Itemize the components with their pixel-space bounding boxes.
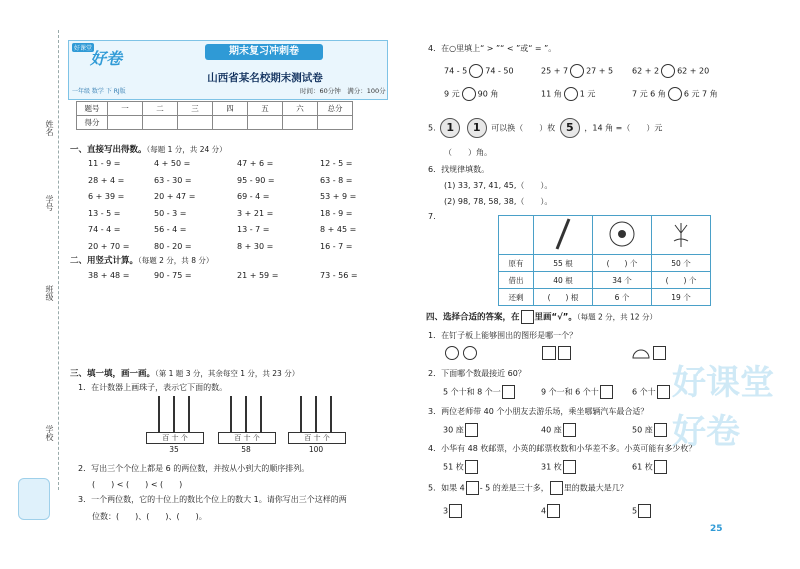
s4-q4: 4．小华有 48 枚邮票，小英的邮票枚数和小华差不多。小英可能有多少枚？ xyxy=(428,444,697,453)
option-label: 9 个一和 6 个十 xyxy=(541,387,599,397)
comparison-right: 6 元 7 角 xyxy=(683,89,718,99)
watermark-logo: 好课堂 好卷 xyxy=(672,363,774,452)
q6-item-2[interactable]: (2) 98, 78, 58, 38,（ ）。 xyxy=(444,197,553,206)
section4-note: （每题 2 分，共 12 分） xyxy=(576,312,657,322)
section2-heading xyxy=(70,254,213,266)
abacus-value: 100 xyxy=(308,445,324,454)
s4-q3: 3．两位老师带 40 个小朋友去游乐场，乘坐哪辆汽车最合适？ xyxy=(428,407,649,416)
score-input-cell[interactable] xyxy=(283,116,318,130)
answer-box[interactable] xyxy=(563,423,576,437)
s4-q2-option xyxy=(632,385,671,399)
score-input-cell[interactable] xyxy=(178,116,213,130)
q7-label: 7. xyxy=(428,212,436,221)
option-label: 30 座 xyxy=(443,425,464,435)
comparison-right: 1 元 xyxy=(579,89,596,99)
comparison-left: 11 角 xyxy=(541,89,562,99)
score-input-cell[interactable] xyxy=(248,116,283,130)
abacus-35[interactable] xyxy=(146,396,202,456)
section1-title: 一、直接写出得数。 xyxy=(70,145,147,155)
s3-q2: 2．写出三个个位上都是 6 的两位数，并按从小到大的顺序排列。 xyxy=(78,464,310,473)
comparison-item xyxy=(444,64,514,78)
oral-calc-item: 28 + 4 = xyxy=(88,175,125,185)
oral-calc-item: 50 - 3 = xyxy=(154,208,187,218)
answer-box[interactable] xyxy=(638,504,651,518)
vertical-calc-item: 21 + 59 = xyxy=(237,271,279,280)
name-label: 姓名 xyxy=(45,120,54,136)
oral-calc-item: 20 + 70 = xyxy=(88,241,130,251)
q7-cell: 原有 xyxy=(499,255,534,272)
q7-corner-cell xyxy=(499,216,534,255)
oral-calc-item: 16 - 7 = xyxy=(320,241,353,251)
oral-calc-item: 95 - 90 = xyxy=(237,175,275,185)
q6-prompt: 6．找规律填数。 xyxy=(428,165,490,174)
q6-item-1[interactable]: (1) 33, 37, 41, 45,（ ）。 xyxy=(444,181,553,190)
section4-title-tail: 里画“√”。 xyxy=(534,312,577,323)
option-label: 61 枚 xyxy=(632,462,653,472)
q7-cell: 34 个 xyxy=(593,272,652,289)
oral-calc-item: 69 - 4 = xyxy=(237,192,270,201)
oral-calc-item: 20 + 47 = xyxy=(154,192,196,201)
oral-calc-item: 63 - 8 = xyxy=(320,175,353,185)
vertical-calc-item: 73 - 56 = xyxy=(320,271,358,280)
s4-q4-option xyxy=(443,460,479,474)
q7-row-lent xyxy=(499,272,711,289)
exam-banner: 期末复习冲刺卷 xyxy=(205,44,323,60)
oral-calc-item: 6 + 39 = xyxy=(88,192,125,201)
s4-q5-tail: 里的数最大是几？ xyxy=(563,483,628,493)
comparison-item xyxy=(444,87,498,101)
comparison-right: 74 - 50 xyxy=(485,66,514,76)
section1-note: （每题 1 分，共 24 分） xyxy=(146,145,227,154)
oral-calc-item: 3 + 21 = xyxy=(237,208,274,218)
s4-q5-option xyxy=(443,504,463,518)
ball-icon xyxy=(593,216,652,255)
q7-cell: 6 个 xyxy=(593,289,652,306)
option-label: 4 xyxy=(541,506,547,516)
oral-calc-item: 18 - 9 = xyxy=(320,208,353,218)
q4-prompt: 4．在○里填上“ > ”“ < ”或“ = ”。 xyxy=(428,44,557,53)
mascot-badge xyxy=(18,478,50,520)
score-cell: 四 xyxy=(213,102,248,116)
compare-circle[interactable] xyxy=(661,64,675,78)
circle-shape-icon xyxy=(445,346,459,360)
answer-box[interactable] xyxy=(547,504,560,518)
option-label: 40 座 xyxy=(541,425,562,435)
oral-calc-item: 12 - 5 = xyxy=(320,159,353,168)
answer-box[interactable] xyxy=(653,346,666,360)
abacus-value: 35 xyxy=(169,445,179,454)
semicircle-shape-icon xyxy=(632,347,650,359)
s4-q5-option xyxy=(632,504,652,518)
comparison-left: 74 - 5 xyxy=(444,66,468,76)
q5-tail[interactable]: ，14 角 =（ ）元 xyxy=(584,123,663,133)
q5-text[interactable]: 可以换（ ）枚 xyxy=(491,123,556,133)
abacus-places: 百 十 个 xyxy=(218,432,276,444)
brand-logo: 好卷 xyxy=(90,49,123,68)
q5-cont[interactable]: （ ）角。 xyxy=(444,148,492,157)
abacus-58[interactable] xyxy=(218,396,274,456)
coin-1-yuan-icon: 1 xyxy=(467,118,487,138)
s4-q4-option xyxy=(632,460,668,474)
answer-box[interactable] xyxy=(654,460,667,474)
s4-q2-option xyxy=(443,385,516,399)
section4-heading xyxy=(426,310,657,324)
oral-calc-item: 53 + 9 = xyxy=(320,192,357,201)
compare-circle[interactable] xyxy=(469,64,483,78)
grade-subtag: 一年级 数学 下 RJ版 xyxy=(72,88,126,95)
class-label: 班级 xyxy=(45,285,54,301)
exam-title: 山西省某名校期末测试卷 xyxy=(207,72,323,84)
s4-q3-option xyxy=(632,423,668,437)
answer-box[interactable] xyxy=(502,385,515,399)
section2-note: （每题 2 分，共 8 分） xyxy=(138,256,214,265)
q7-row-original xyxy=(499,255,711,272)
s4-q5 xyxy=(428,481,628,495)
score-table-score-row xyxy=(77,116,353,130)
answer-box[interactable] xyxy=(563,460,576,474)
oral-calc-item: 4 + 50 = xyxy=(154,159,191,168)
school-label: 学校 xyxy=(45,425,54,441)
comparison-item xyxy=(632,64,709,78)
s4-q5-text: 5．如果 4 xyxy=(428,483,465,493)
compare-circle[interactable] xyxy=(462,87,476,101)
compare-circle[interactable] xyxy=(570,64,584,78)
circle-shape-icon xyxy=(463,346,477,360)
s4-q1-option-a xyxy=(443,346,479,360)
digit-box[interactable] xyxy=(466,481,479,495)
compare-circle[interactable] xyxy=(668,87,682,101)
q7-image-row xyxy=(499,216,711,255)
abacus-100[interactable] xyxy=(288,396,344,456)
s4-q2: 2．下面哪个数最接近 60？ xyxy=(428,369,526,378)
oral-calc-item: 56 - 4 = xyxy=(154,225,187,234)
comparison-left: 7 元 6 角 xyxy=(632,89,666,99)
score-table-header-row xyxy=(77,102,353,116)
oral-calc-item: 11 - 9 = xyxy=(88,159,121,168)
answer-box[interactable] xyxy=(657,385,670,399)
option-label: 6 个十 xyxy=(632,387,656,397)
oral-calc-item: 80 - 20 = xyxy=(154,241,192,251)
s4-q5-mid: - 5 的差是三十多， xyxy=(479,483,549,493)
comparison-right: 27 + 5 xyxy=(586,66,614,76)
binding-line xyxy=(58,30,59,490)
comparison-item xyxy=(632,87,718,101)
score-input-cell[interactable] xyxy=(318,116,353,130)
score-cell: 二 xyxy=(143,102,178,116)
exam-meta: 时间：60分钟 满分：100分 xyxy=(300,87,386,95)
oral-calc-item: 8 + 45 = xyxy=(320,225,357,234)
oral-calc-item: 74 - 4 = xyxy=(88,225,121,234)
comparison-item xyxy=(541,64,613,78)
q7-cell: 50 个 xyxy=(652,255,711,272)
section1-heading xyxy=(70,143,227,155)
coin-1-yuan-icon: 1 xyxy=(440,118,460,138)
score-input-cell[interactable] xyxy=(143,116,178,130)
option-label: 51 枚 xyxy=(443,462,464,472)
q7-cell: 还剩 xyxy=(499,289,534,306)
square-shape-icon xyxy=(542,346,556,360)
option-label: 3 xyxy=(443,506,449,516)
score-cell: 总分 xyxy=(318,102,353,116)
section3-heading xyxy=(70,367,299,379)
answer-box[interactable] xyxy=(600,385,613,399)
score-input-cell[interactable] xyxy=(108,116,143,130)
section2-title: 二、用竖式计算。 xyxy=(70,256,139,266)
flower-icon xyxy=(652,216,711,255)
s3-q3: 3．一个两位数，它的十位上的数比个位上的数大 1。请你写出三个这样的两 xyxy=(78,495,347,504)
checkbox-icon xyxy=(521,310,534,324)
comparison-left: 25 + 7 xyxy=(541,66,569,76)
s4-q3-option xyxy=(443,423,479,437)
oral-calc-item: 47 + 6 = xyxy=(237,159,274,168)
q7-cell: 40 根 xyxy=(534,272,593,289)
s4-q3-option xyxy=(541,423,577,437)
s4-q1: 1．在钉子板上能够围出的图形是哪一个？ xyxy=(428,331,578,340)
score-cell: 题号 xyxy=(77,102,108,116)
score-table xyxy=(76,101,353,130)
section4-title: 四、选择合适的答案，在 xyxy=(426,312,520,323)
answer-box[interactable] xyxy=(449,504,462,518)
q7-cell: 借出 xyxy=(499,272,534,289)
option-label: 5 个十和 8 个一 xyxy=(443,387,501,397)
comparison-right: 62 + 20 xyxy=(677,66,710,76)
q7-cell: 19 个 xyxy=(652,289,711,306)
s3-q3-cont[interactable]: 位数：( )、( )、( )。 xyxy=(92,512,207,521)
vertical-calc-item: 38 + 48 = xyxy=(88,271,130,280)
s4-q1-option-b xyxy=(541,346,572,360)
comparison-item xyxy=(541,87,595,101)
score-cell: 六 xyxy=(283,102,318,116)
q7-blank-cell[interactable]: ( ) 根 xyxy=(534,289,593,306)
q7-cell: 55 根 xyxy=(534,255,593,272)
answer-box[interactable] xyxy=(654,423,667,437)
score-input-cell[interactable] xyxy=(213,116,248,130)
section3-title: 三、填一填，画一画。 xyxy=(70,369,156,379)
number-label: 学号 xyxy=(45,195,54,211)
abacus-value: 58 xyxy=(241,445,251,454)
s4-q4-option xyxy=(541,460,577,474)
q7-blank-cell[interactable]: ( ) 个 xyxy=(652,272,711,289)
score-cell: 五 xyxy=(248,102,283,116)
brand-tag: 好课堂 xyxy=(74,45,93,52)
comparison-left: 62 + 2 xyxy=(632,66,660,76)
score-cell: 一 xyxy=(108,102,143,116)
compare-circle[interactable] xyxy=(564,87,578,101)
q7-row-left xyxy=(499,289,711,306)
score-cell: 三 xyxy=(178,102,213,116)
s3-q2-fill[interactable]: ( ) < ( ) < ( ) xyxy=(92,480,183,489)
q5-row: 5. 1 1 可以换（ ）枚 5 ，14 角 =（ ）元 xyxy=(428,118,662,138)
option-label: 5 xyxy=(632,506,638,516)
page-number: 25 xyxy=(710,524,723,534)
comparison-right: 90 角 xyxy=(477,89,499,99)
abacus-places: 百 十 个 xyxy=(288,432,346,444)
option-label: 31 枚 xyxy=(541,462,562,472)
oral-calc-item: 13 - 7 = xyxy=(237,225,270,234)
abacus-places: 百 十 个 xyxy=(146,432,204,444)
score-cell: 得分 xyxy=(77,116,108,130)
option-label: 50 座 xyxy=(632,425,653,435)
checkbox-icon xyxy=(550,481,563,495)
q7-table xyxy=(498,215,711,306)
q7-blank-cell[interactable]: ( ) 个 xyxy=(593,255,652,272)
stick-icon xyxy=(534,216,593,255)
oral-calc-item: 8 + 30 = xyxy=(237,241,274,251)
s4-q1-option-c xyxy=(632,346,667,360)
oral-calc-item: 63 - 30 = xyxy=(154,175,192,185)
oral-calc-item: 13 - 5 = xyxy=(88,208,121,218)
coin-5-jiao-icon: 5 xyxy=(560,118,580,138)
comparison-left: 9 元 xyxy=(444,89,460,99)
answer-box[interactable] xyxy=(465,460,478,474)
s4-q5-option xyxy=(541,504,561,518)
section3-note: （第 1 题 3 分，其余每空 1 分，共 23 分） xyxy=(155,369,300,378)
answer-box[interactable] xyxy=(465,423,478,437)
s4-q2-option xyxy=(541,385,614,399)
vertical-calc-item: 90 - 75 = xyxy=(154,271,192,280)
s3-q1: 1．在计数器上画珠子，表示它下面的数。 xyxy=(78,383,228,392)
answer-box[interactable] xyxy=(558,346,571,360)
